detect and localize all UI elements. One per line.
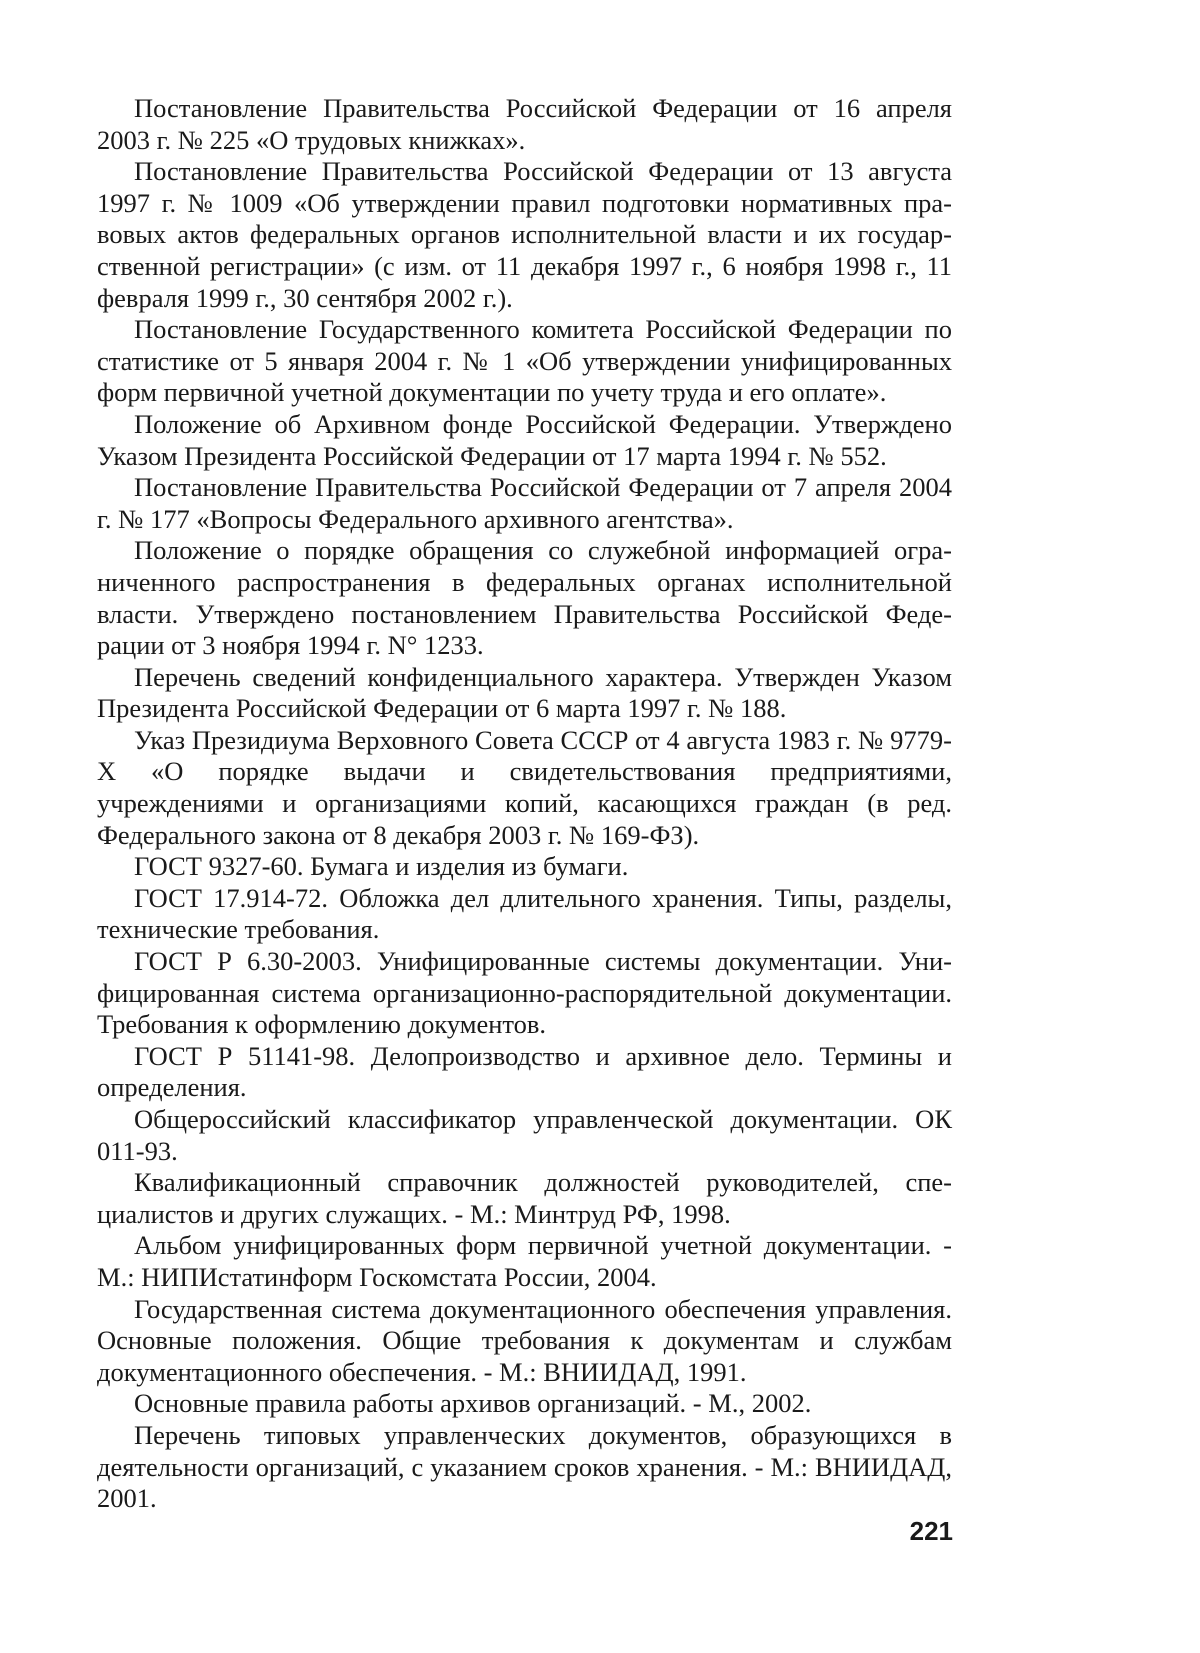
reference-item: Постановление Правительства Российской Федерации от 13 августа 1997 г. № 1009 «Об утверждении правил подготовки нормативных правовых актов федеральных органов исполнительной власти и их государственной регистрации» (с изм. от 11 декабря 1997 г., 6 ноября 1998 г., 11 февраля 1999 г., 30 сентября 2002 г.). bbox=[97, 156, 952, 313]
reference-item: ГОСТ 17.914-72. Обложка дел длительного хранения. Типы, разделы, технические требования. bbox=[97, 882, 952, 945]
reference-item: Положение об Архивном фонде Российской Федерации. Утверждено Указом Президента Российской Федерации от 17 марта 1994 г. № 552. bbox=[97, 408, 952, 471]
reference-item: Указ Президиума Верховного Совета СССР от 4 августа 1983 г. № 9779-Х «О порядке выдачи и свидетельствования предприятиями, учреждениями и организациями копий, касающихся граждан (в ред. Федерального закона от 8 декабря 2003 г. № 169-ФЗ). bbox=[97, 724, 952, 850]
reference-item: Положение о порядке обращения со служебной информацией ограниченного распространения в федеральных органах исполнительной власти. Утверждено постановлением Правительства Российской Федерации от 3 ноября 1994 г. N° 1233. bbox=[97, 535, 952, 661]
reference-item: Постановление Государственного комитета Российской Федерации по статистике от 5 января 2004 г. № 1 «Об утверждении унифицированных форм первичной учетной документации по учету труда и его оплате». bbox=[97, 314, 952, 408]
reference-item: Государственная система документационного обеспечения управления. Основные положения. Общие требования к документам и службам документационного обеспечения. - М.: ВНИИДАД, 1991. bbox=[97, 1293, 952, 1387]
reference-item: Постановление Правительства Российской Федерации от 16 апреля 2003 г. № 225 «О трудовых книжках». bbox=[97, 93, 952, 155]
reference-list bbox=[97, 93, 952, 1515]
reference-item: Постановление Правительства Российской Федерации от 7 апреля 2004 г. № 177 «Вопросы Федерального архивного агентства». bbox=[97, 472, 952, 534]
reference-item: Перечень сведений конфиденциального характера. Утвержден Указом Президента Российской Федерации от 6 марта 1997 г. № 188. bbox=[97, 661, 952, 724]
reference-item: Квалификационный справочник должностей руководителей, специалистов и других служащих. - М.: Минтруд РФ, 1998. bbox=[97, 1167, 952, 1229]
reference-item: ГОСТ 9327-60. Бумага и изделия из бумаги. bbox=[134, 851, 629, 882]
reference-item: Перечень типовых управленческих документов, образующихся в деятельности организаций, с указанием сроков хранения. - М.: ВНИИДАД, 2001. bbox=[97, 1419, 952, 1514]
reference-item: ГОСТ Р 6.30-2003. Унифицированные системы документации. Унифицированная система организационно-распорядительной документации. Требования к оформлению документов. bbox=[97, 946, 952, 1040]
reference-item: Основные правила работы архивов организаций. - М., 2002. bbox=[134, 1388, 812, 1419]
reference-item: Альбом унифицированных форм первичной учетной документации. - М.: НИПИстатинформ Госкомстата России, 2004. bbox=[97, 1230, 952, 1292]
reference-item: Общероссийский классификатор управленческой документации. ОК 011-93. bbox=[97, 1104, 952, 1166]
page-number: 221 bbox=[909, 1516, 953, 1546]
reference-item: ГОСТ Р 51141-98. Делопроизводство и архивное дело. Термины и определения. bbox=[97, 1040, 952, 1103]
